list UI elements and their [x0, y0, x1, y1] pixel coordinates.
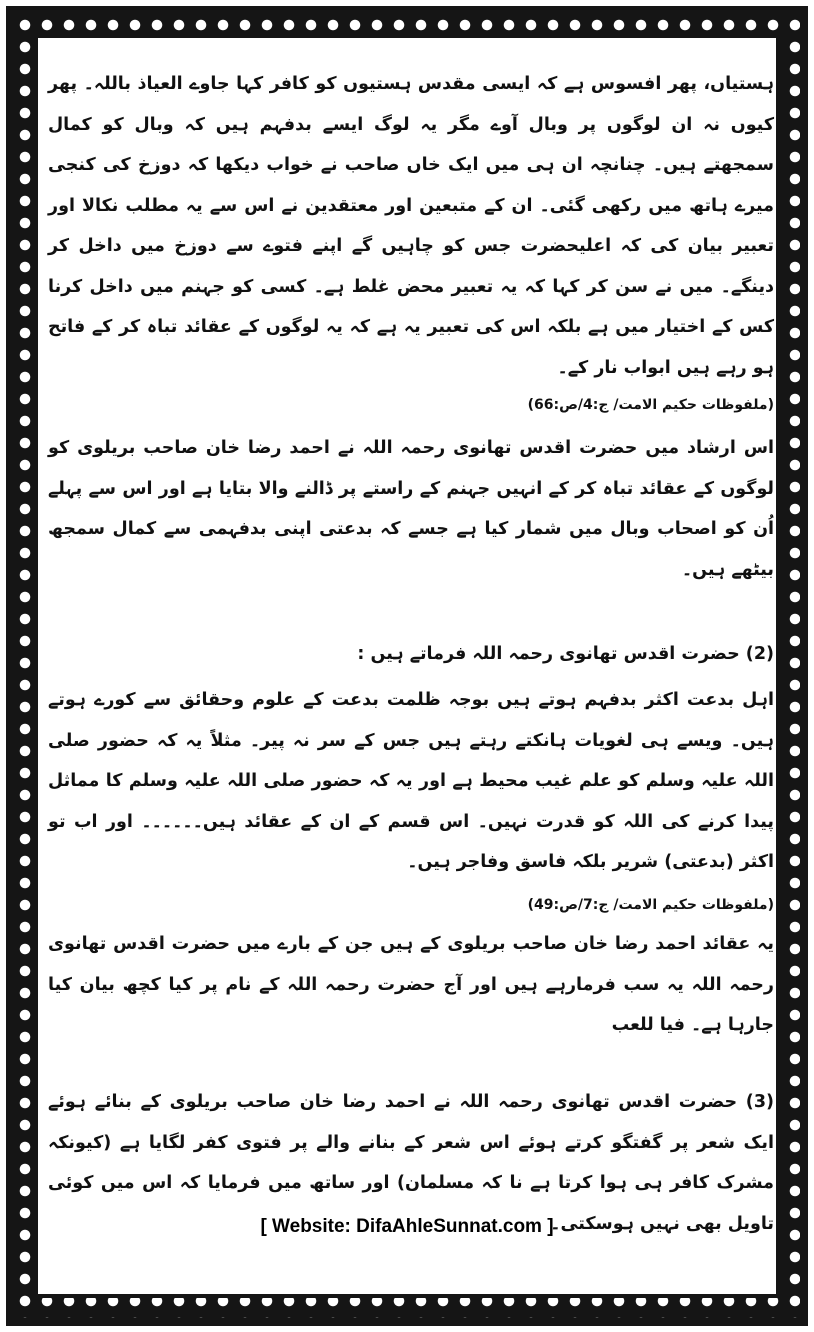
reference-2: (ملفوظات حکیم الامت/ ج:7/ص:49) [527, 897, 774, 913]
section-2-heading: (2) حضرت اقدس تھانوی رحمہ اللہ فرماتے ہیں : [357, 644, 774, 664]
reference-1: (ملفوظات حکیم الامت/ ج:4/ص:66) [527, 397, 774, 413]
paragraph-2: اس ارشاد میں حضرت اقدس تھانوی رحمہ اللہ نے احمد رضا خان صاحب بریلوی کو لوگوں کے عقائد تباہ کر کے انہیں جہنم کے راستے پر ڈالنے والا بتایا ہے اور اس سے پہلے اُن کو اصحاب وبال میں شمار کیا ہے جسے کہ بدعتی اپنی بدفہمی سے کمال سمجھ بیٹھے ہیں۔ [48, 438, 774, 580]
paragraph-5: (3) حضرت اقدس تھانوی رحمہ اللہ نے احمد رضا خان صاحب بریلوی کے بنائے ہوئے ایک شعر پر گفتگو کرتے ہوئے اس شعر کے بنانے والے پر فتوی کفر لگایا ہے (کیونکہ مشرک کافر ہی ہوا کرتا ہے نا کہ مسلمان) اور ساتھ میں فرمایا کہ اس میں کوئی تاویل بھی نہیں ہوسکتی۔ [48, 1092, 774, 1234]
paragraph-3: اہل بدعت اکثر بدفہم ہوتے ہیں بوجہ ظلمت بدعت کے علوم وحقائق سے کورے ہوتے ہیں۔ ویسے ہی لغویات ہانکتے رہتے ہیں جس کے سر نہ پیر۔ مثلاً یہ کہ حضور صلی اللہ علیہ وسلم کو علم غیب محیط ہے اور یہ کہ حضور صلی اللہ علیہ وسلم کا مماثل پیدا کرنے کی اللہ کو قدرت نہیں۔ اس قسم کے ان کے عقائد ہیں۔۔۔۔۔۔ اور اب تو اکثر (بدعتی) شریر بلکہ فاسق وفاجر ہیں۔ [48, 690, 774, 872]
paragraph-1: ہستیاں، پھر افسوس ہے کہ ایسی مقدس ہستیوں کو کافر کہا جاوے العیاذ باللہ۔ پھر کیوں نہ ان لوگوں پر وبال آوے مگر یہ لوگ ایسے بدفہم ہیں کہ وبال کو کمال سمجھتے ہیں۔ چنانچہ ان ہی میں ایک خاں صاحب نے خواب دیکھا کہ دوزخ کی کنجی میرے ہاتھ میں رکھی گئی۔ ان کے متبعین اور معتقدین نے اس سے یہ مطلب نکالا اور تعبیر بیان کی کہ اعلیحضرت جس کو چاہیں گے اپنے فتوے سے دوزخ میں داخل کر دینگے۔ میں نے سن کر کہا کہ یہ تعبیر محض غلط ہے۔ کسی کو جہنم میں داخل کرنا کس کے اختیار میں ہے بلکہ اس کی تعبیر یہ ہے کہ یہ لوگوں کے عقائد تباہ کر کے فاتح ہو رہے ہیں ابواب نار کے۔ [48, 74, 774, 378]
website-footer: [ Website: DifaAhleSunnat.com ] [260, 1216, 554, 1237]
paragraph-4: یہ عقائد احمد رضا خان صاحب بریلوی کے ہیں جن کے بارے میں حضرت اقدس تھانوی رحمہ اللہ یہ سب فرمارہے ہیں اور آج حضرت رحمہ اللہ کے نام پر کیا کچھ بیان کیا جارہا ہے۔ فیا للعب [48, 934, 774, 1035]
